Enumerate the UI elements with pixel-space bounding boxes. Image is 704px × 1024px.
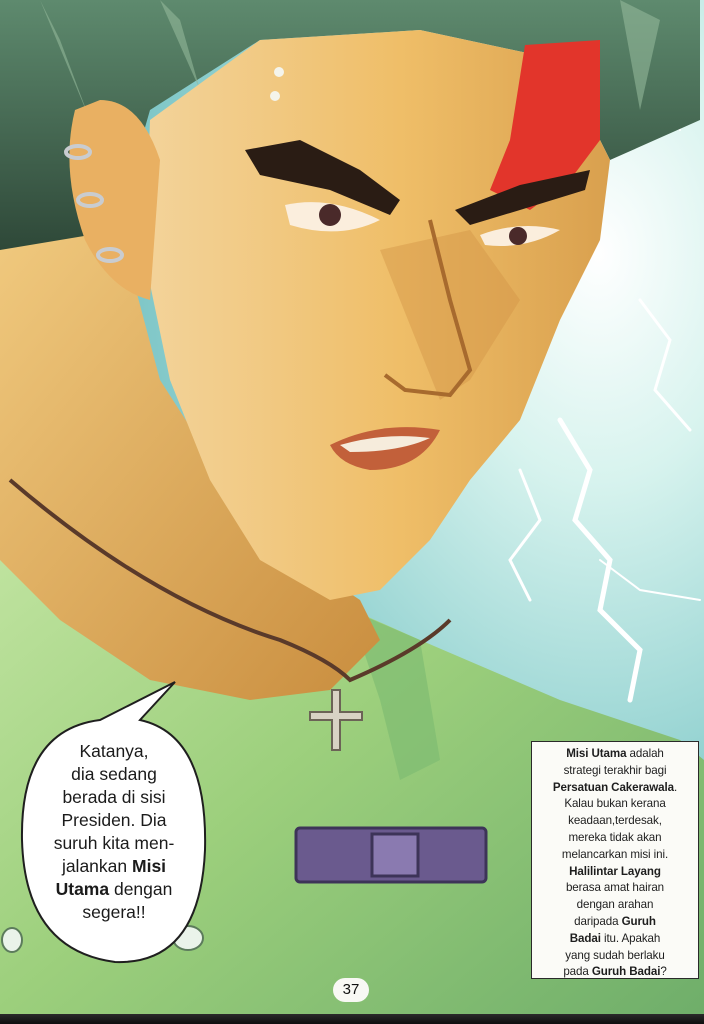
- caption-bold-text: Persatuan Cakerawala: [552, 780, 674, 794]
- speech-text: jalankan: [61, 856, 132, 876]
- caption-line: melancarkan misi ini.: [561, 847, 669, 861]
- caption-text: daripada: [574, 914, 622, 928]
- caption-text: pada: [563, 965, 592, 979]
- right-iris: [509, 227, 527, 245]
- caption-line: [535, 964, 695, 981]
- narration-caption-box: [531, 741, 699, 979]
- caption-bold-text: Badai: [569, 931, 601, 945]
- speech-line: segera!!: [82, 902, 146, 922]
- caption-line: dengan arahan: [576, 898, 654, 912]
- speech-line: [34, 878, 194, 901]
- caption-line: keadaan,terdesak,: [568, 814, 662, 828]
- speech-line: suruh kita men-: [53, 833, 175, 853]
- caption-line: berasa amat hairan: [565, 881, 665, 895]
- caption-text: .: [673, 780, 678, 794]
- caption-bold-text: Guruh Badai: [591, 965, 661, 979]
- caption-line: [535, 780, 695, 797]
- caption-line: strategi terakhir bagi: [563, 763, 667, 777]
- caption-text: itu. Apakah: [600, 931, 661, 945]
- caption-line: [535, 914, 695, 931]
- caption-text: adalah: [626, 747, 664, 760]
- caption-line: [535, 931, 695, 948]
- caption-text: ?: [660, 965, 667, 979]
- caption-line: Kalau bukan kerana: [564, 797, 666, 811]
- speech-bubble-text: [34, 740, 194, 924]
- page-bottom-edge: [0, 1014, 704, 1024]
- caption-bold-text: Guruh: [621, 914, 656, 928]
- speech-text: dengan: [109, 879, 173, 899]
- speech-bold-text: Misi: [132, 856, 167, 876]
- speech-line: Katanya,: [79, 741, 149, 761]
- speech-line: [34, 855, 194, 878]
- speech-bold-text: Utama: [55, 879, 110, 899]
- caption-line: [535, 864, 695, 881]
- caption-bold-text: Halilintar Layang: [569, 864, 661, 878]
- speech-line: berada di sisi: [62, 787, 166, 807]
- speech-line: dia sedang: [71, 764, 157, 784]
- uniform-buckle: [372, 834, 418, 876]
- caption-line: [535, 746, 695, 763]
- speech-line: Presiden. Dia: [61, 810, 167, 830]
- caption-line: mereka tidak akan: [568, 830, 662, 844]
- caption-bold-text: Misi Utama: [566, 747, 627, 760]
- left-iris: [319, 204, 341, 226]
- page-number: 37: [333, 978, 369, 1002]
- caption-line: yang sudah berlaku: [565, 948, 665, 962]
